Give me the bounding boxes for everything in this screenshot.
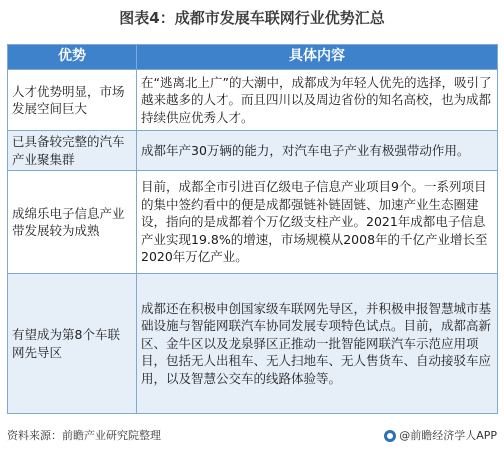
table-row [8, 70, 498, 131]
table-header-row [8, 45, 498, 70]
detail-cell: 成都年产30万辆的能力，对汽车电子产业有极强带动作用。 [137, 131, 498, 171]
chart-title: 图表4：成都市发展车联网行业优势汇总 [119, 9, 385, 27]
table-row [8, 131, 498, 171]
table-row [8, 171, 498, 274]
advantage-cell: 成绵乐电子信息产业带发展较为成熟 [8, 171, 137, 274]
advantages-table [7, 44, 498, 414]
detail-cell: 在“逃离北上广”的大潮中，成都成为年轻人优先的选择，吸引了越来越多的人才。而且四川以及周边省份的知名高校，也为成都持续供应优秀人才。 [137, 70, 498, 131]
detail-cell: 成都还在积极申创国家级车联网先导区，并积极申报智慧城市基础设施与智能网联汽车协同发展专项特色试点。目前，成都高新区、金牛区以及龙泉驿区正推动一批智能网联汽车示范应用项目，包括无人出租车、无人扫地车、无人售货车、自动接驳车应用，以及智慧公交车的线路体验等。 [137, 274, 498, 414]
header-advantage: 优势 [8, 45, 137, 70]
brand-credit [384, 428, 497, 444]
table-row [8, 274, 498, 414]
advantage-cell: 有望成为第8个车联网先导区 [8, 274, 137, 414]
advantage-cell: 已具备较完整的汽车产业聚集群 [8, 131, 137, 171]
advantage-cell: 人才优势明显，市场发展空间巨大 [8, 70, 137, 131]
detail-cell: 目前，成都全市引进百亿级电子信息产业项目9个。一系列项目的集中签约看中的便是成都强链补链固链、加速产业生态圈建设，指向的是成都着个万亿级支柱产业。2021年成都电子信息产业实现19.8%的增速，市场规模从2008年的千亿产业增长至2020年万亿产业。 [137, 171, 498, 274]
header-detail: 具体内容 [137, 45, 498, 70]
brand-text: @前瞻经济学人APP [399, 429, 497, 442]
brand-logo-icon [384, 430, 396, 442]
source-note: 资料来源：前瞻产业研究院整理 [7, 429, 161, 442]
